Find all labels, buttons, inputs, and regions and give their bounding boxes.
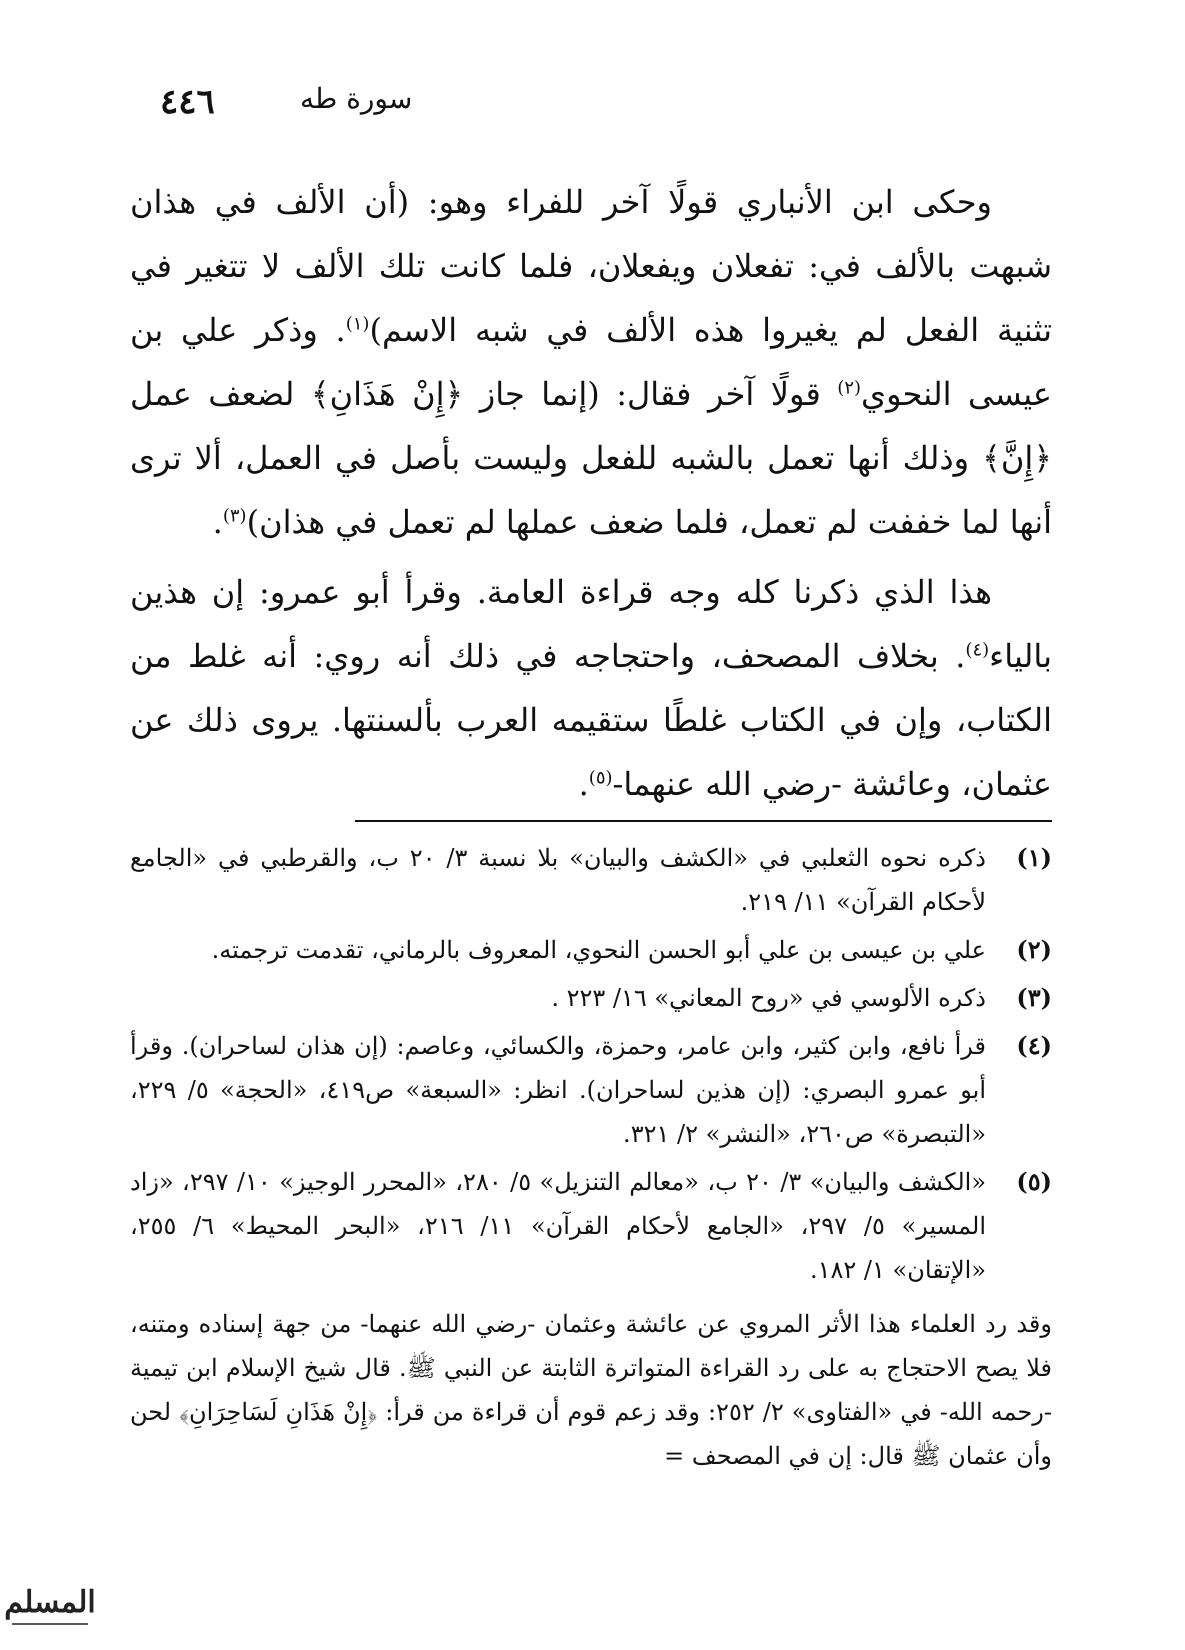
- footnote-ref-4[interactable]: (٤): [965, 639, 990, 661]
- running-title: سورة طه: [300, 82, 413, 115]
- footnote-ref-5[interactable]: (٥): [588, 767, 613, 789]
- footnote-3: [130, 976, 1052, 1020]
- footnote-4: [130, 1024, 1052, 1156]
- footnote-continuation: وقد رد العلماء هذا الأثر المروي عن عائشة وعثمان -رضي الله عنهما- من جهة إسناده ومتنه، فلا يصح الاحتجاج به على رد القراءة المتواترة الثابتة عن النبي ﷺ. قال شيخ الإسلام ابن تيمية -رحمه الله- في «الفتاوى» ٢/ ٢٥٢: وقد زعم قوم أن قراءة من قرأ: ﴿إِنْ هَذَانِ لَسَاحِرَانِ﴾ لحن وأن عثمان ﷺ قال: إن في المصحف =: [130, 1310, 1053, 1470]
- footnote-separator: [355, 820, 1052, 822]
- footnote-2: [130, 928, 1052, 972]
- p1-text-2: . وذكر علي بن عيسى النحوي: [130, 311, 1053, 413]
- footnote-text: علي بن عيسى بن علي أبو الحسن النحوي، المعروف بالرماني، تقدمت ترجمته.: [211, 936, 986, 964]
- footnote-ref-3[interactable]: (٣): [222, 505, 247, 527]
- footnote-number: (٣): [1016, 983, 1052, 1012]
- watermark-logo: [0, 1568, 100, 1648]
- footnote-ref-2[interactable]: (٢): [837, 377, 862, 399]
- page-header: [160, 82, 1005, 132]
- footnote-text: «الكشف والبيان» ٣/ ٢٠ ب، «معالم التنزيل» ٥/ ٢٨٠، «المحرر الوجيز» ١٠/ ٢٩٧، «زاد المسير» ٥/ ٢٩٧، «الجامع لأحكام القرآن» ١١/ ٢١٦، «البحر المحيط» ٦/ ٢٥٥، «الإتقان» ١/ ١٨٢.: [130, 1168, 987, 1284]
- p2-text-1: هذا الذي ذكرنا كله وجه قراءة العامة. وقرأ أبو عمرو: إن هذين بالياء: [130, 573, 1053, 675]
- footnote-1: [130, 836, 1052, 924]
- footnote-number: (٥): [1016, 1167, 1052, 1196]
- footnote-5: [130, 1160, 1052, 1292]
- main-text: [130, 170, 1052, 816]
- footnotes: [130, 836, 1052, 1478]
- p1-text-3: قولًا آخر فقال: (إنما جاز ﴿إِنْ هَذَانِ﴾ لضعف عمل ﴿إِنَّ﴾ وذلك أنها تعمل بالشبه للفعل وليست بأصل في العمل، ألا ترى أنها لما خففت لم تعمل، فلما ضعف عملها لم تعمل في هذان): [130, 375, 1052, 541]
- p1-text-4: .: [212, 503, 223, 541]
- watermark-text: المسلم: [4, 1585, 96, 1620]
- footnote-number: (١): [1016, 843, 1052, 872]
- page-number: ٤٤٦: [160, 82, 215, 122]
- p2-text-2: . بخلاف المصحف، واحتجاجه في ذلك أنه روي: أنه غلط من الكتاب، وإن في الكتاب غلطًا ستقيمه العرب بألسنتها. يروى ذلك عن عثمان، وعائشة -رضي الله عنهما-: [130, 637, 1052, 803]
- footnote-number: (٤): [1016, 1031, 1052, 1060]
- footnote-ref-1[interactable]: (١): [345, 313, 370, 335]
- footnote-number: (٢): [1016, 935, 1052, 964]
- paragraph-2: [130, 560, 1052, 816]
- footnote-text: قرأ نافع، وابن كثير، وابن عامر، وحمزة، والكسائي، وعاصم: (إن هذان لساحران). وقرأ أبو عمرو البصري: (إن هذين لساحران). انظر: «السبعة» ص٤١٩، «الحجة» ٥/ ٢٢٩، «التبصرة» ص٢٦٠، «النشر» ٢/ ٣٢١.: [130, 1032, 986, 1148]
- p2-text-3: .: [578, 765, 589, 803]
- footnote-text: ذكره الألوسي في «روح المعاني» ١٦/ ٢٢٣ .: [551, 984, 986, 1012]
- footnote-text: ذكره نحوه الثعلبي في «الكشف والبيان» بلا نسبة ٣/ ٢٠ ب، والقرطبي في «الجامع لأحكام القرآن» ١١/ ٢١٩.: [130, 844, 986, 916]
- paragraph-1: [130, 170, 1052, 554]
- p1-text-1: وحكى ابن الأنباري قولًا آخر للفراء وهو: (أن الألف في هذان شبهت بالألف في: تفعلان ويفعلان، فلما كانت تلك الألف لا تتغير في تثنية الفعل لم يغيروا هذه الألف في شبه الاسم): [130, 183, 1053, 349]
